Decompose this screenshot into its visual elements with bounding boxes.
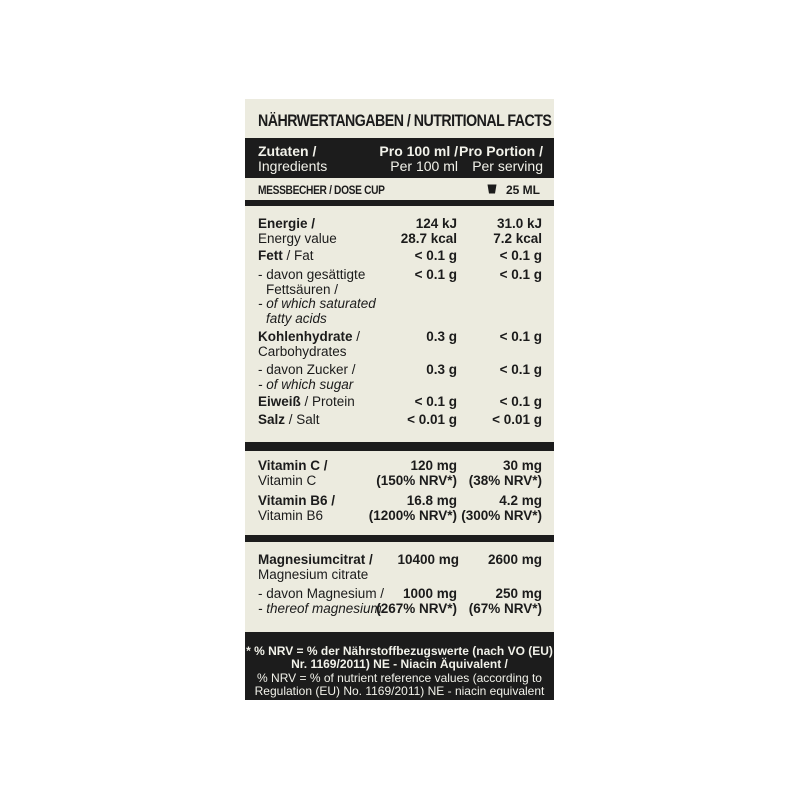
vitamin-c-100-mg: 120 mg: [410, 458, 457, 473]
saturated-name: [258, 268, 376, 326]
title-text: NÄHRWERTANGABEN / NUTRITIONAL FACTS: [258, 112, 552, 130]
vitamin-c-serv-mg: 30 mg: [502, 458, 542, 473]
carb-de: Kohlenhydrate: [258, 329, 353, 344]
vitamin-b6-per-serving: [461, 494, 542, 523]
saturated-en-1: - of which saturated: [258, 296, 376, 311]
carb-en: Carbohydrates: [258, 343, 347, 359]
carb-name: [258, 330, 360, 359]
magnesium-per-100ml: [376, 587, 457, 616]
sugar-en: - of which sugar: [258, 376, 354, 392]
header-per-serving: [459, 144, 543, 174]
fat-name: [258, 249, 314, 264]
vitamin-c-name: [258, 459, 328, 488]
citrate-en: Magnesium citrate: [258, 566, 369, 582]
energy-serv-kj: 31.0 kJ: [496, 216, 542, 231]
magnesium-serv-mg: 250 mg: [495, 586, 542, 601]
vitamin-b6-100-mg: 16.8 mg: [406, 493, 457, 508]
header-per-serving-de: Pro Portion /: [459, 143, 543, 159]
dose-amount: 25 ML: [505, 183, 540, 197]
energy-100-kcal: 28.7 kcal: [400, 230, 457, 246]
citrate-per-serving: 2600 mg: [487, 552, 542, 567]
header-ingredients-de: Zutaten /: [258, 143, 317, 159]
label-title: [245, 99, 554, 141]
cup-icon: [487, 184, 497, 194]
vitamin-c-de: Vitamin C /: [258, 458, 328, 473]
dose-cup-row: [245, 178, 554, 203]
vitamin-b6-de: Vitamin B6 /: [258, 493, 336, 508]
protein-name: [258, 395, 355, 410]
vitamin-c-en: Vitamin C: [258, 472, 317, 488]
vitamin-c-per-serving: [469, 459, 542, 488]
salt-de: Salz: [258, 412, 286, 427]
magnesium-serv-nrv: (67% NRV*): [468, 600, 542, 616]
protein-per-serving: < 0.1 g: [499, 394, 542, 409]
footnote-de-1: * % NRV = % der Nährstoffbezugswerte (nach VO (EU): [246, 644, 553, 658]
energy-per-100ml: [401, 217, 457, 246]
energy-per-serving: [493, 217, 542, 246]
protein-per-100ml: < 0.1 g: [414, 394, 457, 409]
citrate-de: Magnesiumcitrat /: [258, 552, 373, 567]
fat-per-100ml: < 0.1 g: [414, 248, 457, 263]
saturated-per-100ml: < 0.1 g: [414, 267, 457, 282]
vitamin-b6-en: Vitamin B6: [258, 507, 324, 523]
fat-de: Fett: [258, 248, 283, 263]
energy-100-kj: 124 kJ: [415, 216, 457, 231]
footnote-de-2: Nr. 1169/2011) NE - Niacin Äquivalent /: [291, 657, 508, 672]
carb-per-serving: < 0.1 g: [499, 329, 542, 344]
footnote-en-1: % NRV = % of nutrient reference values (according to: [257, 670, 542, 685]
footnote: [245, 640, 554, 700]
vitamin-b6-name: [258, 494, 335, 523]
saturated-de-1: - davon gesättigte: [258, 267, 366, 282]
saturated-per-serving: < 0.1 g: [499, 267, 542, 282]
magnesium-per-serving: [469, 587, 542, 616]
salt-per-serving: < 0.01 g: [492, 412, 542, 427]
magnesium-name: [258, 587, 384, 616]
salt-en: / Salt: [285, 412, 320, 427]
vitamin-b6-100-nrv: (1200% NRV*): [368, 507, 457, 523]
magnesium-100-mg: 1000 mg: [402, 586, 457, 601]
vitamin-b6-serv-nrv: (300% NRV*): [461, 507, 542, 523]
protein-de: Eiweiß: [258, 394, 301, 409]
energy-serv-kcal: 7.2 kcal: [493, 230, 542, 246]
magnesium-100-nrv: (267% NRV*): [376, 600, 457, 616]
carb-per-100ml: 0.3 g: [426, 329, 457, 344]
macronutrients-section: [245, 206, 554, 442]
header-ingredients: [258, 144, 327, 174]
energy-name: [258, 217, 337, 246]
vitamins-section: [245, 451, 554, 535]
column-header: [245, 141, 554, 178]
energy-en: Energy value: [258, 230, 337, 246]
minerals-section: [245, 542, 554, 632]
sugar-per-serving: < 0.1 g: [499, 362, 542, 377]
magnesium-en: - thereof magnesium: [258, 600, 382, 616]
header-per-serving-en: Per serving: [472, 158, 543, 174]
saturated-de-2: Fettsäuren /: [266, 281, 339, 297]
carb-de-suffix: /: [352, 329, 361, 344]
nutrition-label: [245, 99, 554, 700]
header-per-100ml-en: Per 100 ml: [390, 158, 458, 174]
energy-de: Energie /: [258, 216, 316, 231]
fat-per-serving: < 0.1 g: [499, 248, 542, 263]
dose-cup-label: [258, 183, 407, 197]
vitamin-b6-serv-mg: 4.2 mg: [499, 493, 542, 508]
dose-cup-label-text: MESSBECHER / DOSE CUP: [258, 183, 385, 197]
saturated-en-2: fatty acids: [266, 310, 327, 326]
sugar-per-100ml: 0.3 g: [426, 362, 457, 377]
protein-en: / Protein: [300, 394, 355, 409]
vitamin-c-per-100ml: [376, 459, 457, 488]
salt-per-100ml: < 0.01 g: [407, 412, 457, 427]
vitamin-b6-per-100ml: [369, 494, 457, 523]
header-per-100ml-de: Pro 100 ml /: [379, 143, 458, 159]
citrate-per-100ml: 10400 mg: [397, 552, 459, 567]
footnote-en-2: Regulation (EU) No. 1169/2011) NE - niacin equivalent: [254, 683, 545, 698]
vitamin-c-100-nrv: (150% NRV*): [376, 472, 457, 488]
magnesium-de: - davon Magnesium /: [258, 586, 385, 601]
header-ingredients-en: Ingredients: [258, 158, 328, 174]
sugar-de: - davon Zucker /: [258, 362, 356, 377]
vitamin-c-serv-nrv: (38% NRV*): [468, 472, 542, 488]
citrate-name: [258, 553, 373, 582]
sugar-name: [258, 363, 356, 392]
header-per-100ml: [379, 144, 458, 174]
fat-en: / Fat: [282, 248, 314, 263]
salt-name: [258, 413, 320, 428]
